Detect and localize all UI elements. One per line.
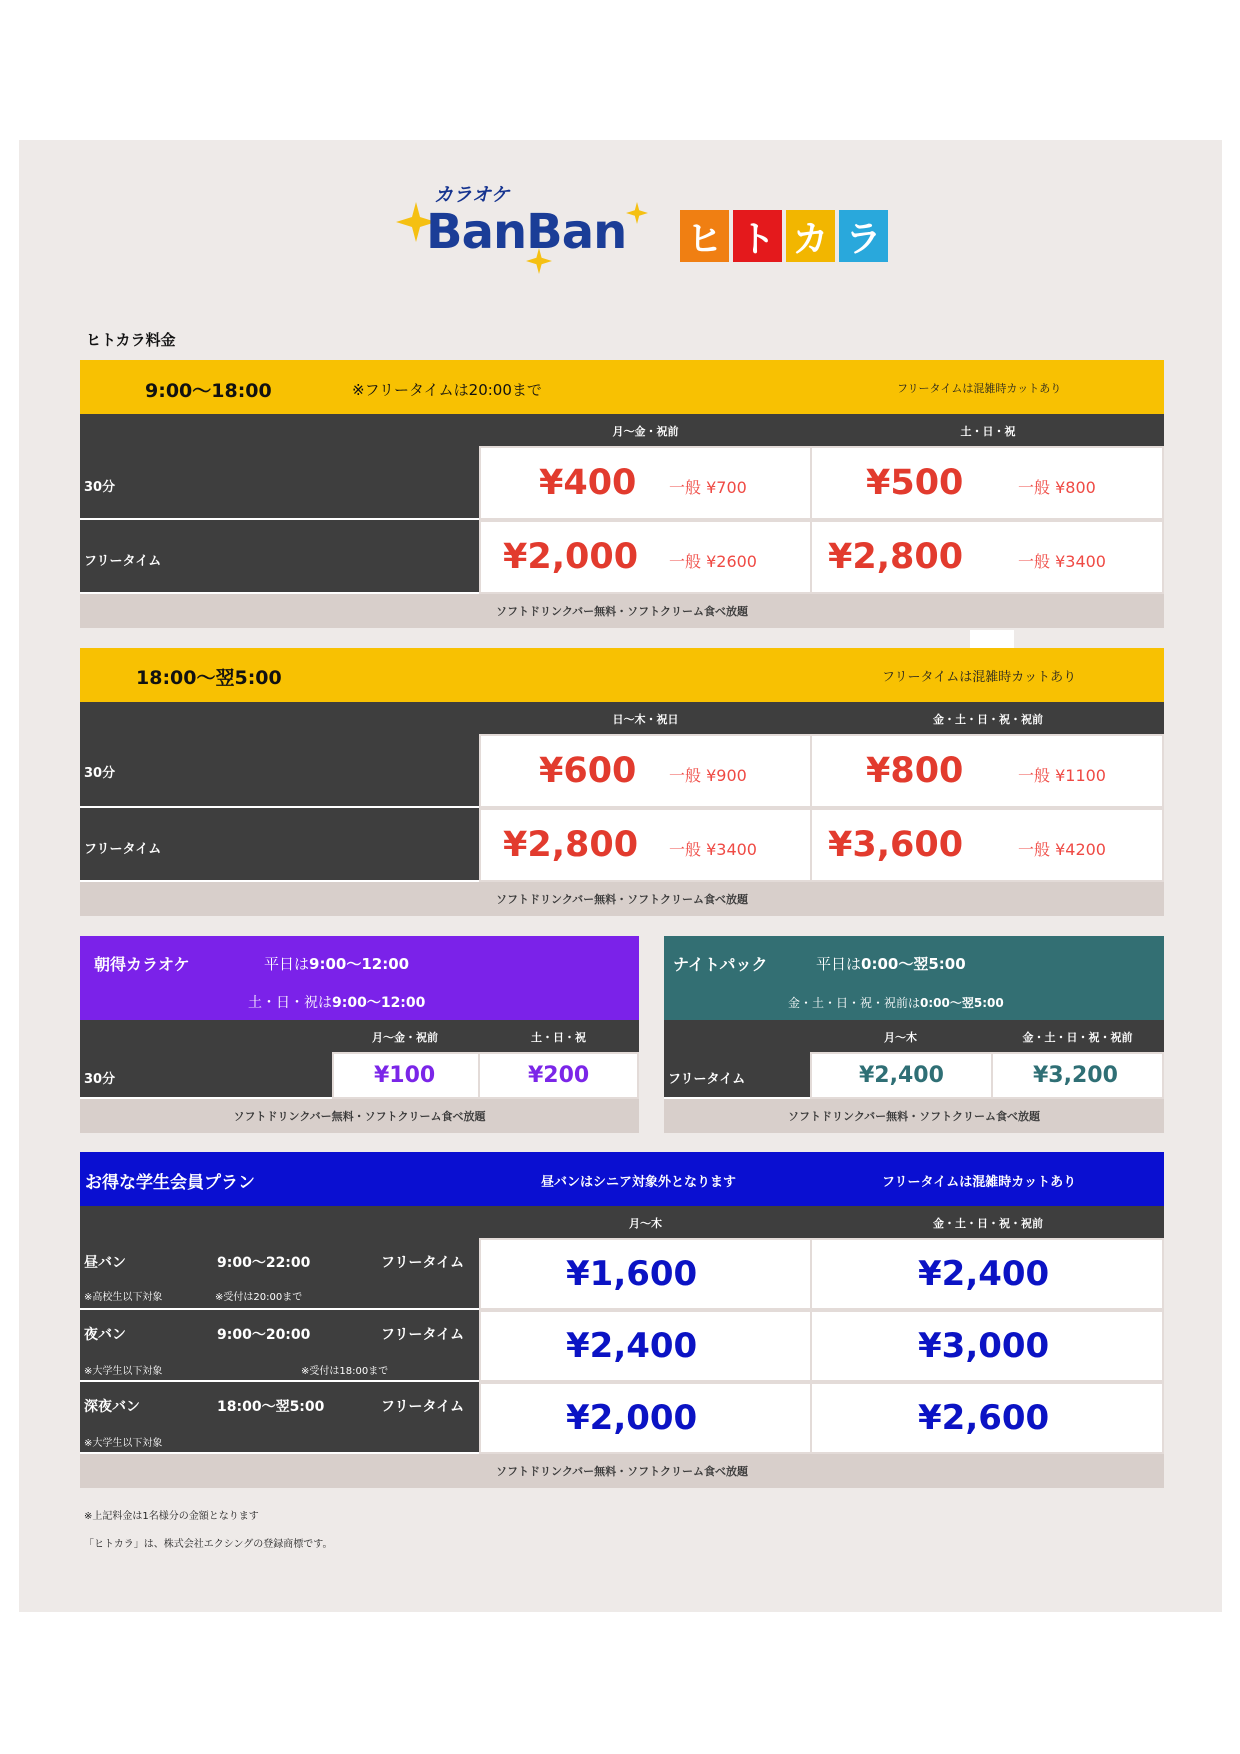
note-price-per-person: ※上記料金は1名様分の金額となります bbox=[84, 1511, 259, 1522]
price-cell bbox=[332, 1052, 480, 1099]
banban-logo-small-text: カラオケ bbox=[434, 184, 510, 206]
member-price: ¥2,800 bbox=[503, 825, 639, 865]
table-row-label bbox=[80, 1382, 479, 1454]
student-col1-header: 月～木 bbox=[629, 1217, 662, 1230]
member-price: ¥100 bbox=[374, 1063, 436, 1088]
member-price: ¥200 bbox=[528, 1063, 590, 1088]
member-price: ¥800 bbox=[866, 751, 964, 791]
nightpack-col2-header: 金・土・日・祝・祝前 bbox=[1022, 1031, 1133, 1044]
plan-time: 9:00～20:00 bbox=[217, 1327, 311, 1343]
student-title: お得な学生会員プラン bbox=[85, 1173, 255, 1193]
plan-reception: ※受付は18:00まで bbox=[301, 1366, 389, 1377]
plan-type: フリータイム bbox=[381, 1255, 465, 1271]
member-price: ¥1,600 bbox=[566, 1254, 698, 1294]
banban-logo bbox=[396, 180, 658, 276]
morning-col1-header: 月～金・祝前 bbox=[372, 1031, 438, 1044]
member-price: ¥2,400 bbox=[859, 1063, 944, 1088]
row-label-text: 30分 bbox=[84, 480, 116, 495]
table-row-label bbox=[80, 734, 479, 808]
hitokara-logo bbox=[680, 210, 888, 262]
table-row-label bbox=[664, 1052, 810, 1099]
nightpack-col1-header: 月～木 bbox=[884, 1031, 917, 1044]
morning-weekday-time: 9:00～12:00 bbox=[309, 955, 410, 973]
night-col1-header: 日～木・祝日 bbox=[612, 713, 679, 726]
member-price: ¥3,200 bbox=[1033, 1063, 1118, 1088]
day-time-range: 9:00～18:00 bbox=[145, 380, 272, 402]
general-price: 一般 ¥4200 bbox=[1018, 840, 1106, 859]
morning-weekend-prefix: 土・日・祝は bbox=[248, 995, 332, 1011]
price-cell bbox=[479, 1238, 812, 1310]
price-cell bbox=[478, 1052, 639, 1099]
price-cell bbox=[810, 520, 1164, 594]
general-price: 一般 ¥1100 bbox=[1018, 766, 1106, 785]
price-cell bbox=[810, 446, 1164, 520]
nightpack-column-header bbox=[664, 1020, 1164, 1052]
row-label-text: 30分 bbox=[84, 766, 116, 781]
table-row-label bbox=[80, 808, 479, 882]
nightpack-weekday-prefix: 平日は bbox=[816, 955, 862, 973]
general-price: 一般 ¥900 bbox=[669, 766, 747, 785]
day-col1-header: 月～金・祝前 bbox=[612, 425, 679, 438]
hitokara-logo-letter: ト bbox=[733, 210, 782, 262]
plan-name: 昼バン bbox=[84, 1255, 126, 1271]
member-price: ¥3,000 bbox=[918, 1326, 1050, 1366]
plan-reception: ※受付は20:00まで bbox=[215, 1292, 303, 1303]
student-column-header bbox=[80, 1206, 1164, 1238]
nightpack-weekday bbox=[816, 953, 966, 974]
price-cell bbox=[810, 1382, 1164, 1454]
plan-name: 夜バン bbox=[84, 1327, 126, 1343]
student-header-bar bbox=[80, 1152, 1164, 1206]
general-price: 一般 ¥800 bbox=[1018, 478, 1096, 497]
night-footer: ソフトドリンクバー無料・ソフトクリーム食べ放題 bbox=[80, 882, 1164, 916]
nightpack-title: ナイトパック bbox=[673, 955, 768, 974]
morning-footer: ソフトドリンクバー無料・ソフトクリーム食べ放題 bbox=[80, 1099, 639, 1133]
day-col2-header: 土・日・祝 bbox=[960, 425, 1016, 438]
morning-col2-header: 土・日・祝 bbox=[531, 1031, 586, 1044]
note-trademark: 「ヒトカラ」は、株式会社エクシングの登録商標です。 bbox=[84, 1539, 333, 1550]
night-time-range: 18:00～翌5:00 bbox=[136, 667, 282, 689]
plan-time: 18:00～翌5:00 bbox=[217, 1399, 325, 1415]
plan-eligibility: ※大学生以下対象 bbox=[84, 1366, 163, 1377]
price-cell bbox=[479, 1382, 812, 1454]
morning-header-bar bbox=[80, 936, 639, 1020]
price-cell bbox=[479, 446, 812, 520]
divider-gap bbox=[970, 630, 1014, 648]
night-col2-header: 金・土・日・祝・祝前 bbox=[933, 713, 1043, 726]
price-cell bbox=[810, 1052, 993, 1099]
morning-column-header bbox=[80, 1020, 639, 1052]
general-price: 一般 ¥3400 bbox=[669, 840, 757, 859]
day-column-header bbox=[80, 414, 1164, 446]
price-cell bbox=[810, 1310, 1164, 1382]
price-cell bbox=[479, 1310, 812, 1382]
price-cell bbox=[991, 1052, 1164, 1099]
nightpack-weekend bbox=[788, 994, 1004, 1011]
price-cell bbox=[479, 520, 812, 594]
row-label-text: フリータイム bbox=[84, 842, 162, 857]
plan-type: フリータイム bbox=[381, 1327, 465, 1343]
table-row-label bbox=[80, 520, 479, 594]
night-cut-note: フリータイムは混雑時カットあり bbox=[882, 670, 1077, 685]
student-note-senior: 昼バンはシニア対象外となります bbox=[541, 1175, 737, 1190]
row-label-text: 30分 bbox=[84, 1072, 116, 1087]
morning-title: 朝得カラオケ bbox=[94, 955, 190, 974]
morning-weekend-time: 9:00～12:00 bbox=[332, 995, 426, 1011]
night-header-bar bbox=[80, 648, 1164, 702]
nightpack-weekend-time: 0:00～翌5:00 bbox=[920, 996, 1004, 1010]
student-footer: ソフトドリンクバー無料・ソフトクリーム食べ放題 bbox=[80, 1454, 1164, 1488]
member-price: ¥2,400 bbox=[566, 1326, 698, 1366]
hitokara-logo-letter: ラ bbox=[839, 210, 888, 262]
member-price: ¥3,600 bbox=[828, 825, 964, 865]
night-column-header bbox=[80, 702, 1164, 734]
morning-weekday-prefix: 平日は bbox=[264, 955, 310, 973]
general-price: 一般 ¥2600 bbox=[669, 552, 757, 571]
nightpack-footer: ソフトドリンクバー無料・ソフトクリーム食べ放題 bbox=[664, 1099, 1164, 1133]
student-cut-note: フリータイムは混雑時カットあり bbox=[882, 1175, 1077, 1190]
member-price: ¥2,800 bbox=[828, 537, 964, 577]
day-header-bar bbox=[80, 360, 1164, 414]
plan-time: 9:00～22:00 bbox=[217, 1255, 311, 1271]
member-price: ¥2,000 bbox=[503, 537, 639, 577]
member-price: ¥2,000 bbox=[566, 1398, 698, 1438]
hitokara-logo-letter: ヒ bbox=[680, 210, 729, 262]
row-label-text: フリータイム bbox=[84, 554, 162, 569]
price-cell bbox=[479, 734, 812, 808]
plan-eligibility: ※高校生以下対象 bbox=[84, 1292, 163, 1303]
member-price: ¥400 bbox=[539, 463, 637, 503]
price-cell bbox=[479, 808, 812, 882]
day-cut-note: フリータイムは混雑時カットあり bbox=[897, 382, 1062, 395]
table-row-label bbox=[80, 1052, 332, 1099]
row-label-text: フリータイム bbox=[668, 1072, 746, 1087]
plan-name: 深夜バン bbox=[84, 1399, 140, 1415]
price-cell bbox=[810, 734, 1164, 808]
nightpack-header-bar bbox=[664, 936, 1164, 1020]
price-cell bbox=[810, 808, 1164, 882]
member-price: ¥600 bbox=[539, 751, 637, 791]
price-cell bbox=[810, 1238, 1164, 1310]
member-price: ¥500 bbox=[866, 463, 964, 503]
nightpack-weekday-time: 0:00～翌5:00 bbox=[861, 955, 966, 973]
page-title: ヒトカラ料金 bbox=[86, 331, 176, 349]
student-col2-header: 金・土・日・祝・祝前 bbox=[933, 1217, 1043, 1230]
table-row-label bbox=[80, 1238, 479, 1310]
star-icon bbox=[626, 202, 648, 224]
table-row-label bbox=[80, 1310, 479, 1382]
hitokara-logo-letter: カ bbox=[786, 210, 835, 262]
member-price: ¥2,600 bbox=[918, 1398, 1050, 1438]
general-price: 一般 ¥700 bbox=[669, 478, 747, 497]
member-price: ¥2,400 bbox=[918, 1254, 1050, 1294]
day-footer: ソフトドリンクバー無料・ソフトクリーム食べ放題 bbox=[80, 594, 1164, 628]
day-free-time-note: ※フリータイムは20:00まで bbox=[352, 381, 542, 399]
plan-type: フリータイム bbox=[381, 1399, 465, 1415]
morning-weekday bbox=[264, 953, 409, 974]
banban-logo-main-text: BanBan bbox=[426, 204, 627, 260]
table-row-label bbox=[80, 446, 479, 520]
morning-weekend bbox=[248, 992, 425, 1012]
plan-eligibility: ※大学生以下対象 bbox=[84, 1438, 163, 1449]
general-price: 一般 ¥3400 bbox=[1018, 552, 1106, 571]
nightpack-weekend-prefix: 金・土・日・祝・祝前は bbox=[788, 996, 921, 1010]
